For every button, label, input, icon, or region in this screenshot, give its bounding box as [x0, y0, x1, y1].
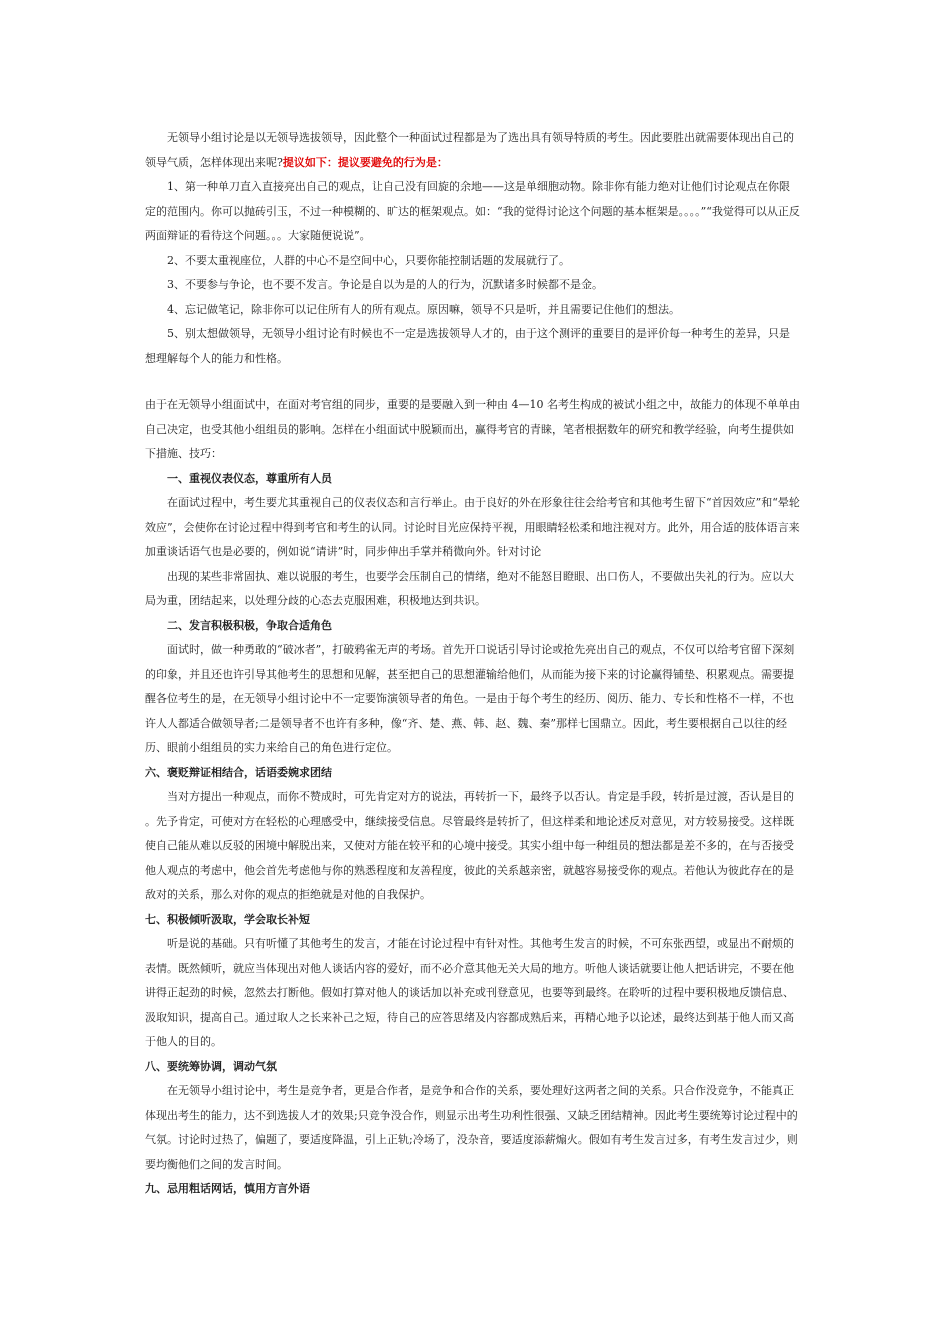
avoid-item-3: 3、不要参与争论，也不要不发言。争论是自以为是的人的行为，沉默诸多时候都不是金。 [167, 278, 603, 291]
section-heading-7: 七、积极倾听汲取，学会取长补短 [145, 912, 310, 926]
part2-intro-paragraph: 由于在无领导小组面试中，在面对考官组的同步，重要的是要融入到一种由 4—10 名考生构成的被试小组之中，故能力的体现不单单由自己决定，也受其他小组组员的影响。怎样在小组面试中脱颖而出，赢得考官的青睐，笔者根据数年的研究和教学经验，向考生提供如下措施、技巧： [145, 398, 800, 460]
section-heading-9: 九、忌用粗话网话，慎用方言外语 [145, 1182, 310, 1195]
section-heading-2: 二、发言积极积极，争取合适角色 [167, 618, 332, 632]
intro-highlight: 提议如下：提议要避免的行为是： [282, 155, 448, 169]
section-heading-8: 八、要统筹协调，调动气氛 [145, 1059, 277, 1073]
intro-text: 无领导小组讨论是以无领导选拔领导，因此整个一种面试过程都是为了选出具有领导特质的考生。因此要胜出就需要体现出自己的领导气质，怎样体现出来呢? [145, 131, 794, 169]
section-2-paragraph-1: 面试时，做一种勇敢的“破冰者”，打破鸦雀无声的考场。首先开口说话引导讨论或抢先亮出自己的观点，不仅可以给考官留下深刻的印象，并且还也许引导其他考生的思想和见解，甚至把自己的思想灌输给他们，从而能为接下来的讨论赢得铺垫、积累观点。需要提醒各位考生的是，在无领导小组讨论中不一定要饰演领导者的角色。一是由于每个考生的经历、阅历、能力、专长和性格不一样，不也许人人都适合做领导者;二是领导者不也许有多种，像“齐、楚、燕、韩、赵、魏、秦”那样七国鼎立。因此，考生要根据自己以往的经历、眼前小组组员的实力来给自己的角色进行定位。 [145, 643, 795, 754]
intro-paragraph [145, 126, 800, 175]
avoid-item-4: 4、忘记做笔记，除非你可以记住所有人的所有观点。原因嘛，领导不只是听，并且需要记住他们的想法。 [167, 302, 680, 316]
section-1-paragraph-2: 出现的某些非常固执、难以说服的考生，也要学会压制自己的情绪，绝对不能怒目瞪眼、出口伤人，不要做出失礼的行为。应以大局为重，团结起来，以处理分歧的心态去克服困难，积极地达到共识。 [145, 569, 794, 607]
section-6-paragraph-1: 当对方提出一种观点，而你不赞成时，可先肯定对方的说法，再转折一下，最终予以否认。肯定是手段，转折是过渡，否认是目的 。先予肯定，可使对方在轻松的心理感受中，继续接受信息。尽管最终是转折了，但这样柔和地论述反对意见，对方较易接受。这样既使自己能从难以反驳的困境中解脱出来，又使对方能在较平和的心境中接受。其实小组中每一种组员的想法都是差不多的，在与否接受他人观点的考虑中，他会首先考虑他与你的熟悉程度和友善程度，彼此的关系越亲密，就越容易接受你的观点。若他认为彼此存在的是敌对的关系，那么对你的观点的拒绝就是对他的自我保护。 [145, 790, 794, 901]
section-heading-6: 六、褒贬辩证相结合，话语委婉求团结 [145, 765, 332, 779]
section-8-paragraph-1: 在无领导小组讨论中，考生是竞争者，更是合作者，是竞争和合作的关系，要处理好这两者之间的关系。只合作没竞争，不能真正体现出考生的能力，达不到选拔人才的效果;只竞争没合作，则显示出考生功利性很强、又缺乏团结精神。因此考生要统筹讨论过程中的气氛。讨论时过热了，偏题了，要适度降温，引上正轨;冷场了，没杂音，要适度添薪煽火。假如有考生发言过多，有考生发言过少，则要均衡他们之间的发言时间。 [145, 1084, 798, 1171]
section-heading-1: 一、重视仪表仪态，尊重所有人员 [167, 471, 332, 485]
avoid-item-2: 2、不要太重视座位，人群的中心不是空间中心，只要你能控制话题的发展就行了。 [167, 253, 570, 267]
section-gap [145, 371, 800, 393]
avoid-item-1: 1、第一种单刀直入直接亮出自己的观点，让自己没有回旋的余地——这是单细胞动物。除非你有能力绝对让他们讨论观点在你限定的范围内。你可以抛砖引玉，不过一种模糊的、旷达的框架观点。如：“我的觉得讨论这个问题的基本框架是。。。。”“我觉得可以从正反两面辩证的看待这个问题。。。大家随便说说”。 [145, 180, 800, 242]
section-7-paragraph-1: 听是说的基础。只有听懂了其他考生的发言，才能在讨论过程中有针对性。其他考生发言的时候，不可东张西望，或显出不耐烦的表情。既然倾听，就应当体现出对他人谈话内容的爱好，而不必介意其他无关大局的地方。听他人谈话就要让他人把话讲完，不要在他讲得正起劲的时候，忽然去打断他。假如打算对他人的谈话加以补充或刊登意见，也要等到最终。在聆听的过程中要积极地反馈信息、汲取知识，提高自己。通过取人之长来补己之短，待自己的应答思绪及内容都成熟后来，再精心地予以论述，最终达到基于他人而又高于他人的目的。 [145, 937, 794, 1048]
avoid-item-5: 5、别太想做领导，无领导小组讨论有时候也不一定是选拔领导人才的，由于这个测评的重要目的是评价每一种考生的差异，只是想理解每个人的能力和性格。 [145, 327, 790, 365]
section-1-paragraph-1: 在面试过程中，考生要尤其重视自己的仪表仪态和言行举止。由于良好的外在形象往往会给考官和其他考生留下“首因效应”和“晕轮效应”，会使你在讨论过程中得到考官和考生的认同。讨论时目光应保持平视，用眼睛轻松柔和地注视对方。此外，用合适的肢体语言来加重谈话语气也是必要的，例如说“请讲”时，同步伸出手掌并稍微向外。针对讨论 [145, 496, 800, 558]
